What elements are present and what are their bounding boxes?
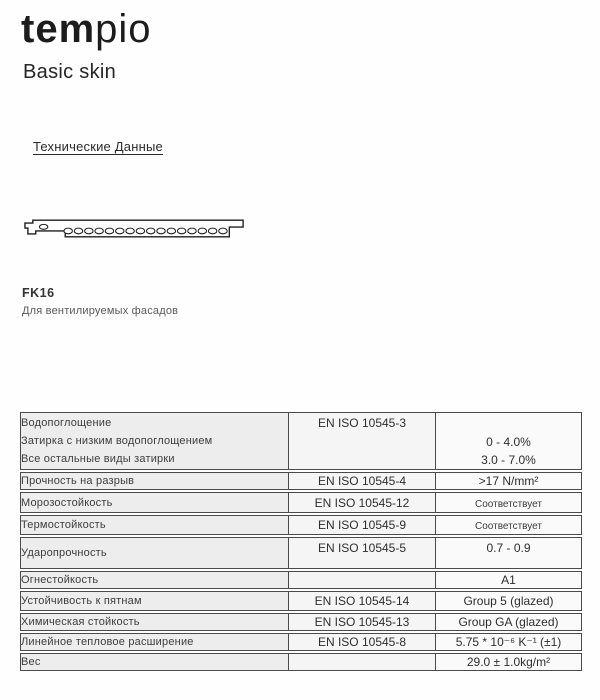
table-row-stain-resistance [20, 591, 582, 611]
property-cell: Огнестойкость [20, 571, 288, 589]
brand-logo [21, 9, 152, 49]
standard-cell: EN ISO 10545-9 [288, 515, 435, 535]
value-cell: >17 N/mm² [435, 472, 582, 490]
property-cell: Линейное тепловое расширение [20, 633, 288, 651]
value-cell: Group 5 (glazed) [435, 591, 582, 611]
brand-logo-light: pio [95, 7, 152, 51]
standard-cell: EN ISO 10545-4 [288, 472, 435, 490]
value-cell: Group GA (glazed) [435, 613, 582, 631]
value-cell: A1 [435, 571, 582, 589]
property-cell: Вес [20, 653, 288, 671]
standard-cell: EN ISO 10545-3 [288, 412, 435, 470]
panel-hole [39, 224, 47, 229]
value-cell [435, 412, 582, 470]
value-cell [435, 492, 582, 513]
value-cell [435, 515, 582, 535]
table-row-frost-resistance [20, 492, 582, 513]
standard-cell [288, 571, 435, 589]
property-cell: Химическая стойкость [20, 613, 288, 631]
property-label: Все остальные виды затирки [21, 453, 175, 465]
value-cell: 0.7 - 0.9 [435, 537, 582, 569]
standard-cell [288, 653, 435, 671]
standard-cell: EN ISO 10545-13 [288, 613, 435, 631]
table-row-water-absorption [20, 412, 582, 470]
property-cell: Устойчивость к пятнам [20, 591, 288, 611]
value-label: Соответствует [475, 498, 542, 510]
table-row-linear-thermal-expansion [20, 633, 582, 651]
property-cell: Термостойкость [20, 515, 288, 535]
product-description: Для вентилируемых фасадов [22, 305, 179, 317]
value-cell: 5.75 * 10⁻⁶ K⁻¹ (±1) [435, 633, 582, 651]
property-label: Затирка с низким водопоглощением [21, 435, 213, 447]
brand-logo-bold: tem [21, 7, 96, 51]
property-label: Водопоглощение [21, 417, 112, 429]
value-cell: 29.0 ± 1.0kg/m² [435, 653, 582, 671]
property-cell: Ударопрочность [20, 537, 288, 569]
property-cell: Морозостойкость [20, 492, 288, 513]
standard-cell: EN ISO 10545-8 [288, 633, 435, 651]
value-label: 3.0 - 7.0% [481, 453, 536, 467]
standard-cell: EN ISO 10545-14 [288, 591, 435, 611]
table-row-thermal-shock-resistance [20, 515, 582, 535]
value-label: Соответствует [475, 521, 542, 532]
technical-data-table [20, 410, 582, 673]
property-cell: Прочность на разрыв [20, 472, 288, 490]
panel-profile-drawing [22, 215, 248, 243]
section-title: Технические Данные [33, 139, 163, 154]
standard-cell: EN ISO 10545-12 [288, 492, 435, 513]
table-row-chemical-resistance [20, 613, 582, 631]
value-spacer [436, 415, 581, 433]
product-line-name: Basic skin [23, 61, 117, 83]
product-code: FK16 [22, 286, 55, 300]
standard-cell: EN ISO 10545-5 [288, 537, 435, 569]
value-label: 0 - 4.0% [486, 435, 531, 449]
table-row-tensile-strength [20, 472, 582, 490]
table-row-weight [20, 653, 582, 671]
table-row-impact-resistance [20, 537, 582, 569]
property-cell [20, 412, 288, 470]
table-row-fire-resistance [20, 571, 582, 589]
